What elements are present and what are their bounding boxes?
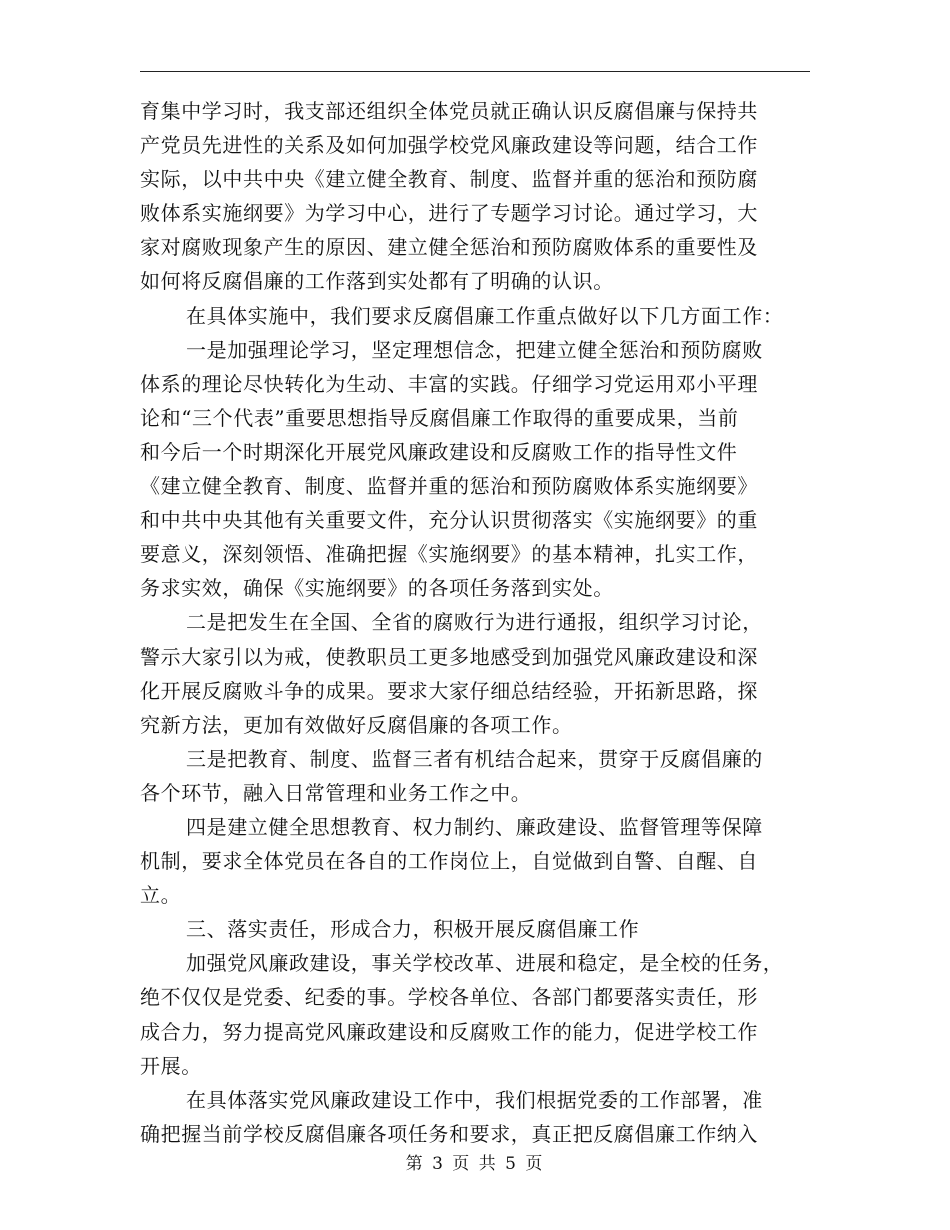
text-line: 在具体落实党风廉政建设工作中，我们根据党委的工作部署，准 bbox=[186, 1087, 763, 1112]
header-rule bbox=[140, 71, 810, 72]
text-line: 实际，以中共中央《建立健全教育、制度、监督并重的惩治和预防腐 bbox=[140, 167, 758, 192]
text-line: 化开展反腐败斗争的成果。要求大家仔细总结经验，开拓新思路，探 bbox=[140, 678, 758, 703]
text-line: 产党员先进性的关系及如何加强学校党风廉政建设等问题，结合工作 bbox=[140, 133, 758, 158]
text-line: 论和“三个代表”重要思想指导反腐倡廉工作取得的重要成果，当前 bbox=[140, 405, 739, 430]
text-line: 务求实效，确保《实施纲要》的各项任务落到实处。 bbox=[140, 576, 614, 601]
text-line: 体系的理论尽快转化为生动、丰富的实践。仔细学习党运用邓小平理 bbox=[140, 371, 758, 396]
text-line: 育集中学习时，我支部还组织全体党员就正确认识反腐倡廉与保持共 bbox=[140, 99, 758, 123]
text-line: 败体系实施纲要》为学习中心，进行了专题学习讨论。通过学习，大 bbox=[140, 201, 758, 226]
body-text bbox=[140, 94, 812, 1151]
text-line: 确把握当前学校反腐倡廉各项任务和要求，真正把反腐倡廉工作纳入 bbox=[140, 1121, 758, 1146]
text-line: 家对腐败现象产生的原因、建立健全惩治和预防腐败体系的重要性及 bbox=[140, 235, 758, 260]
text-line: 二是把发生在全国、全省的腐败行为进行通报，组织学习讨论， bbox=[186, 610, 763, 635]
text-line: 和中共中央其他有关重要文件，充分认识贯彻落实《实施纲要》的重 bbox=[140, 508, 758, 533]
text-line: 一是加强理论学习，坚定理想信念，把建立健全惩治和预防腐败 bbox=[186, 337, 763, 362]
text-line: 和今后一个时期深化开展党风廉政建设和反腐败工作的指导性文件 bbox=[140, 439, 738, 464]
text-line: 四是建立健全思想教育、权力制约、廉政建设、监督管理等保障 bbox=[186, 814, 763, 839]
text-line: 三是把教育、制度、监督三者有机结合起来，贯穿于反腐倡廉的 bbox=[186, 746, 763, 771]
text-line: 究新方法，更加有效做好反腐倡廉的各项工作。 bbox=[140, 712, 573, 737]
text-line: 开展。 bbox=[140, 1053, 202, 1078]
text-line: 《建立健全教育、制度、监督并重的惩治和预防腐败体系实施纲要》 bbox=[140, 474, 758, 499]
text-line: 绝不仅仅是党委、纪委的事。学校各单位、各部门都要落实责任，形 bbox=[140, 985, 758, 1010]
text-line: 要意义，深刻领悟、准确把握《实施纲要》的基本精神，扎实工作， bbox=[140, 542, 758, 567]
text-line: 成合力，努力提高党风廉政建设和反腐败工作的能力，促进学校工作 bbox=[140, 1019, 758, 1044]
text-line: 如何将反腐倡廉的工作落到实处都有了明确的认识。 bbox=[140, 269, 614, 294]
section-heading: 三、落实责任，形成合力，积极开展反腐倡廉工作 bbox=[186, 917, 640, 942]
text-line: 加强党风廉政建设，事关学校改革、进展和稳定，是全校的任务， bbox=[186, 951, 784, 976]
page-footer: 第 3 页 共 5 页 bbox=[405, 1154, 545, 1174]
text-line: 立。 bbox=[140, 883, 182, 908]
text-line: 机制，要求全体党员在各自的工作岗位上，自觉做到自警、自醒、自 bbox=[140, 849, 758, 874]
text-line: 警示大家引以为戒，使教职员工更多地感受到加强党风廉政建设和深 bbox=[140, 644, 758, 669]
text-line: 各个环节，融入日常管理和业务工作之中。 bbox=[140, 780, 532, 805]
text-line: 在具体实施中，我们要求反腐倡廉工作重点做好以下几方面工作： bbox=[186, 303, 784, 328]
